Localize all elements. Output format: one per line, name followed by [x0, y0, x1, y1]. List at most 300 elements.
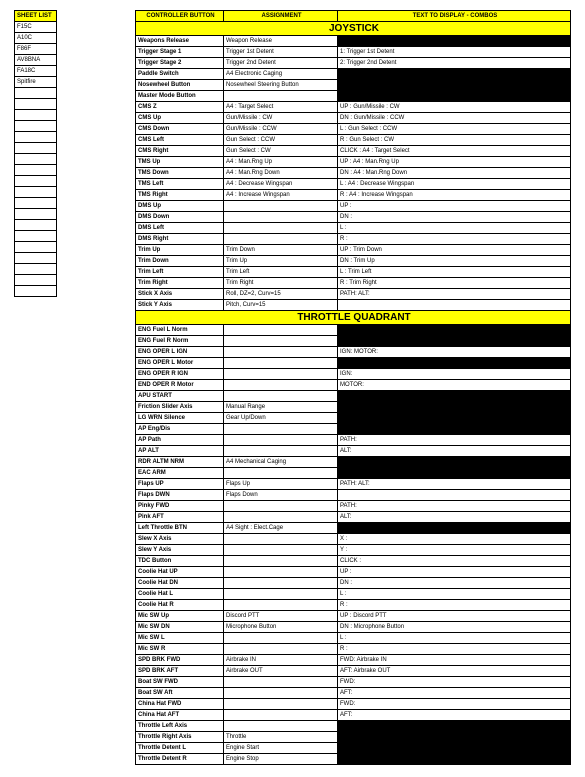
table-row	[136, 523, 571, 534]
assignment-cell: Pitch, Curv=15	[224, 300, 338, 311]
assignment-cell: Flaps Down	[224, 490, 338, 501]
assignment-cell: Microphone Button	[224, 622, 338, 633]
assignment-cell	[224, 600, 338, 611]
assignment-cell: Engine Stop	[224, 754, 338, 765]
display-text-cell: UP : Trim Down	[338, 245, 571, 256]
sheet-list-row[interactable]	[15, 132, 57, 143]
controller-button-cell: Coolie Hat R	[136, 600, 224, 611]
assignment-cell	[224, 710, 338, 721]
controller-button-cell: DMS Down	[136, 212, 224, 223]
sheet-list-item[interactable]: A10C	[15, 33, 57, 44]
table-row	[136, 325, 571, 336]
table-row	[136, 102, 571, 113]
sheet-list-item[interactable]	[15, 176, 57, 187]
table-row	[136, 402, 571, 413]
table-row	[136, 567, 571, 578]
table-row	[136, 358, 571, 369]
sheet-list-row[interactable]	[15, 110, 57, 121]
section-title: JOYSTICK	[136, 22, 571, 36]
sheet-list-item[interactable]	[15, 99, 57, 110]
display-text-cell: ALT:	[338, 446, 571, 457]
display-text-cell: AFT:	[338, 688, 571, 699]
table-row	[136, 633, 571, 644]
assignment-cell: Roll, DZ=2, Curv=15	[224, 289, 338, 300]
display-text-cell: UP : Discord PTT	[338, 611, 571, 622]
assignment-cell: Airbrake IN	[224, 655, 338, 666]
assignment-cell	[224, 435, 338, 446]
assignment-cell: A4 Electronic Caging	[224, 69, 338, 80]
controller-button-cell: Slew X Axis	[136, 534, 224, 545]
table-row	[136, 688, 571, 699]
assignment-cell	[224, 556, 338, 567]
table-row	[136, 80, 571, 91]
sheet-list-row[interactable]	[15, 99, 57, 110]
controller-button-cell: SPD BRK AFT	[136, 666, 224, 677]
sheet-list-row[interactable]	[15, 55, 57, 66]
table-row	[136, 556, 571, 567]
display-text-cell	[338, 732, 571, 743]
assignment-cell	[224, 699, 338, 710]
sheet-list-row[interactable]	[15, 187, 57, 198]
sheet-list-row[interactable]	[15, 77, 57, 88]
assignment-cell: Trigger 2nd Detent	[224, 58, 338, 69]
col-header-assignment: ASSIGNMENT	[224, 11, 338, 22]
display-text-cell	[338, 457, 571, 468]
assignment-cell: Trim Down	[224, 245, 338, 256]
assignment-cell	[224, 336, 338, 347]
display-text-cell: UP :	[338, 567, 571, 578]
sheet-list-row[interactable]	[15, 121, 57, 132]
controller-button-cell: ENG OPER R IGN	[136, 369, 224, 380]
controller-button-cell: DMS Left	[136, 223, 224, 234]
display-text-cell: PATH:	[338, 501, 571, 512]
controller-button-cell: Trim Left	[136, 267, 224, 278]
sheet-list-item[interactable]	[15, 165, 57, 176]
display-text-cell: DN : Microphone Button	[338, 622, 571, 633]
sheet-list-row[interactable]	[15, 220, 57, 231]
controller-button-cell: Pinky FWD	[136, 501, 224, 512]
table-row	[136, 611, 571, 622]
table-row	[136, 256, 571, 267]
assignment-cell	[224, 688, 338, 699]
table-row	[136, 534, 571, 545]
display-text-cell: ALT:	[338, 512, 571, 523]
assignment-cell: Gun Select : CCW	[224, 135, 338, 146]
sheet-list-item[interactable]	[15, 132, 57, 143]
controller-button-cell: Flaps DWN	[136, 490, 224, 501]
assignment-cell	[224, 644, 338, 655]
sheet-list-item[interactable]	[15, 110, 57, 121]
table-row	[136, 113, 571, 124]
controller-button-cell: Master Mode Button	[136, 91, 224, 102]
assignment-cell: Flaps Up	[224, 479, 338, 490]
assignment-cell: Gun/Missile : CW	[224, 113, 338, 124]
table-row	[136, 245, 571, 256]
sheet-list-item[interactable]	[15, 88, 57, 99]
sheet-list-row[interactable]	[15, 286, 57, 297]
assignment-cell	[224, 534, 338, 545]
display-text-cell	[338, 402, 571, 413]
sheet-list-item[interactable]	[15, 286, 57, 297]
table-row	[136, 754, 571, 765]
table-row	[136, 168, 571, 179]
assignment-cell: Trim Right	[224, 278, 338, 289]
assignment-cell: Gun/Missile : CCW	[224, 124, 338, 135]
sheet-list-row[interactable]	[15, 253, 57, 264]
sheet-list-item[interactable]: AV8BNA	[15, 55, 57, 66]
controller-button-cell: ENG OPER L IGN	[136, 347, 224, 358]
assignment-cell	[224, 325, 338, 336]
controller-button-cell: Coolie Hat L	[136, 589, 224, 600]
assignment-cell	[224, 380, 338, 391]
display-text-cell	[338, 468, 571, 479]
controller-button-cell: CMS Z	[136, 102, 224, 113]
controller-button-cell: TMS Right	[136, 190, 224, 201]
display-text-cell	[338, 523, 571, 534]
display-text-cell: R :	[338, 234, 571, 245]
controller-button-cell: Trim Right	[136, 278, 224, 289]
assignment-cell	[224, 201, 338, 212]
controller-button-cell: AP ALT	[136, 446, 224, 457]
assignment-cell	[224, 468, 338, 479]
display-text-cell: FWD: Airbrake IN	[338, 655, 571, 666]
assignment-cell	[224, 512, 338, 523]
display-text-cell: PATH:	[338, 435, 571, 446]
controller-button-cell: CMS Up	[136, 113, 224, 124]
assignment-cell: Nosewheel Steering Button	[224, 80, 338, 91]
table-row	[136, 179, 571, 190]
sheet-list-row[interactable]	[15, 154, 57, 165]
display-text-cell: DN : Gun/Missile : CCW	[338, 113, 571, 124]
display-text-cell: MOTOR:	[338, 380, 571, 391]
controller-button-cell: Boat SW FWD	[136, 677, 224, 688]
assignment-cell	[224, 446, 338, 457]
display-text-cell: IGN: MOTOR:	[338, 347, 571, 358]
display-text-cell	[338, 80, 571, 91]
controller-button-cell: Paddle Switch	[136, 69, 224, 80]
sheet-list-item[interactable]	[15, 242, 57, 253]
controller-button-cell: SPD BRK FWD	[136, 655, 224, 666]
table-row	[136, 644, 571, 655]
sheet-list-row[interactable]	[15, 242, 57, 253]
display-text-cell: X :	[338, 534, 571, 545]
col-header-text-to-display: TEXT TO DISPLAY - COMBOS	[338, 11, 571, 22]
display-text-cell	[338, 391, 571, 402]
sheet-list-row[interactable]	[15, 143, 57, 154]
table-row	[136, 212, 571, 223]
table-row	[136, 468, 571, 479]
sheet-list-item[interactable]	[15, 209, 57, 220]
assignment-cell	[224, 369, 338, 380]
table-row	[136, 589, 571, 600]
assignment-cell: Engine Start	[224, 743, 338, 754]
assignment-cell: A4 : Man.Rng Up	[224, 157, 338, 168]
display-text-cell: IGN:	[338, 369, 571, 380]
display-text-cell: UP : Gun/Missile : CW	[338, 102, 571, 113]
display-text-cell	[338, 721, 571, 732]
sheet-list-row[interactable]	[15, 231, 57, 242]
sheet-list-item[interactable]	[15, 275, 57, 286]
controller-button-cell: CMS Left	[136, 135, 224, 146]
display-text-cell: UP : A4 : Man.Rng Up	[338, 157, 571, 168]
controller-button-cell: Friction Slider Axis	[136, 402, 224, 413]
table-row	[136, 490, 571, 501]
table-row	[136, 677, 571, 688]
display-text-cell: L : Trim Left	[338, 267, 571, 278]
controller-button-cell: EAC ARM	[136, 468, 224, 479]
table-row	[136, 622, 571, 633]
table-row	[136, 336, 571, 347]
controller-button-cell: DMS Up	[136, 201, 224, 212]
table-header-row	[136, 11, 571, 22]
assignment-cell	[224, 234, 338, 245]
table-row	[136, 435, 571, 446]
assignment-cell: Airbrake OUT	[224, 666, 338, 677]
controller-button-cell: Pink AFT	[136, 512, 224, 523]
sheet-list-row[interactable]	[15, 165, 57, 176]
display-text-cell: R : Gun Select : CW	[338, 135, 571, 146]
assignment-cell: Trigger 1st Detent	[224, 47, 338, 58]
sheet-list-item[interactable]	[15, 264, 57, 275]
sheet-list-item[interactable]: F15C	[15, 22, 57, 33]
display-text-cell: R : Trim Right	[338, 278, 571, 289]
controller-button-cell: Stick Y Axis	[136, 300, 224, 311]
sheet-list-row[interactable]	[15, 33, 57, 44]
sheet-list-row[interactable]	[15, 209, 57, 220]
controller-button-cell: China Hat AFT	[136, 710, 224, 721]
controller-button-cell: ENG Fuel L Norm	[136, 325, 224, 336]
table-row	[136, 69, 571, 80]
display-text-cell: FWD:	[338, 677, 571, 688]
assignment-cell	[224, 347, 338, 358]
controller-button-cell: TMS Down	[136, 168, 224, 179]
display-text-cell	[338, 300, 571, 311]
controller-button-cell: Coolie Hat UP	[136, 567, 224, 578]
display-text-cell: R :	[338, 644, 571, 655]
display-text-cell: R :	[338, 600, 571, 611]
assignment-cell	[224, 567, 338, 578]
display-text-cell: 2: Trigger 2nd Detent	[338, 58, 571, 69]
table-row	[136, 424, 571, 435]
table-row	[136, 457, 571, 468]
display-text-cell: DN : Trim Up	[338, 256, 571, 267]
display-text-cell: L :	[338, 589, 571, 600]
sheet-list-item[interactable]	[15, 143, 57, 154]
display-text-cell: L : A4 : Decrease Wingspan	[338, 179, 571, 190]
table-row	[136, 58, 571, 69]
assignment-cell: Trim Up	[224, 256, 338, 267]
table-row	[136, 600, 571, 611]
display-text-cell	[338, 413, 571, 424]
table-row	[136, 743, 571, 754]
controller-button-cell: CMS Down	[136, 124, 224, 135]
table-row	[136, 47, 571, 58]
controller-button-cell: Throttle Detent L	[136, 743, 224, 754]
table-row	[136, 479, 571, 490]
controller-button-cell: APU START	[136, 391, 224, 402]
sheet-list-item[interactable]	[15, 121, 57, 132]
table-row	[136, 91, 571, 102]
controller-button-cell: CMS Right	[136, 146, 224, 157]
display-text-cell	[338, 743, 571, 754]
controller-button-cell: Throttle Detent R	[136, 754, 224, 765]
sheet-list-item[interactable]	[15, 198, 57, 209]
assignment-cell	[224, 358, 338, 369]
controller-button-cell: China Hat FWD	[136, 699, 224, 710]
assignment-cell: Gear Up/Down	[224, 413, 338, 424]
controller-button-cell: Nosewheel Button	[136, 80, 224, 91]
controller-button-cell: Weapons Release	[136, 36, 224, 47]
controller-button-cell: Mic SW L	[136, 633, 224, 644]
display-text-cell: DN : A4 : Man.Rng Down	[338, 168, 571, 179]
display-text-cell	[338, 424, 571, 435]
controller-button-cell: Stick X Axis	[136, 289, 224, 300]
sheet-list-item[interactable]: F86F	[15, 44, 57, 55]
display-text-cell	[338, 336, 571, 347]
sheet-list-row[interactable]	[15, 264, 57, 275]
controller-button-cell: TMS Left	[136, 179, 224, 190]
controller-button-cell: ENG OPER L Motor	[136, 358, 224, 369]
controller-button-cell: Mic SW Up	[136, 611, 224, 622]
controller-button-cell: Mic SW R	[136, 644, 224, 655]
section-title: THROTTLE QUADRANT	[136, 311, 571, 325]
table-row	[136, 501, 571, 512]
display-text-cell: R : A4 : Increase Wingspan	[338, 190, 571, 201]
display-text-cell	[338, 36, 571, 47]
controller-button-cell: Flaps UP	[136, 479, 224, 490]
assignment-cell: Trim Left	[224, 267, 338, 278]
assignment-cell: A4 : Man.Rng Down	[224, 168, 338, 179]
sheet-list-row[interactable]	[15, 44, 57, 55]
sheet-list-item[interactable]	[15, 154, 57, 165]
controller-button-cell: AP Path	[136, 435, 224, 446]
sheet-list-item[interactable]	[15, 231, 57, 242]
sheet-list-item[interactable]	[15, 187, 57, 198]
sheet-list-row[interactable]	[15, 22, 57, 33]
display-text-cell: PATH: ALT:	[338, 289, 571, 300]
table-row	[136, 289, 571, 300]
col-header-controller-button: CONTROLLER BUTTON	[136, 11, 224, 22]
table-row	[136, 300, 571, 311]
sheet-list-item[interactable]: Spitfire	[15, 77, 57, 88]
assignment-cell	[224, 91, 338, 102]
table-row	[136, 135, 571, 146]
table-row	[136, 380, 571, 391]
sheet-list-item[interactable]	[15, 220, 57, 231]
assignment-cell: Gun Select : CW	[224, 146, 338, 157]
table-row	[136, 413, 571, 424]
controller-button-cell: ENG Fuel R Norm	[136, 336, 224, 347]
section-title-row	[136, 22, 571, 36]
table-row	[136, 157, 571, 168]
assignment-cell: A4 : Decrease Wingspan	[224, 179, 338, 190]
assignment-cell: A4 : Increase Wingspan	[224, 190, 338, 201]
display-text-cell: FWD:	[338, 699, 571, 710]
display-text-cell	[338, 754, 571, 765]
sheet-list-header: SHEET LIST	[15, 11, 57, 22]
table-row	[136, 223, 571, 234]
controller-button-cell: Throttle Left Axis	[136, 721, 224, 732]
table-row	[136, 347, 571, 358]
controller-button-cell: RDR ALTM NRM	[136, 457, 224, 468]
table-row	[136, 710, 571, 721]
table-row	[136, 721, 571, 732]
display-text-cell: CLICK :	[338, 556, 571, 567]
display-text-cell: L :	[338, 223, 571, 234]
table-row	[136, 699, 571, 710]
sheet-list-row[interactable]	[15, 88, 57, 99]
table-row	[136, 146, 571, 157]
controller-button-cell: Throttle Right Axis	[136, 732, 224, 743]
controller-button-cell: Trim Down	[136, 256, 224, 267]
sheet-list-row[interactable]	[15, 198, 57, 209]
table-row	[136, 512, 571, 523]
display-text-cell: Y :	[338, 545, 571, 556]
sheet-list	[14, 10, 57, 297]
section-title-row	[136, 311, 571, 325]
table-row	[136, 36, 571, 47]
sheet-list-row[interactable]	[15, 275, 57, 286]
controller-button-cell: Coolie Hat DN	[136, 578, 224, 589]
display-text-cell: UP :	[338, 201, 571, 212]
table-row	[136, 234, 571, 245]
controller-button-cell: DMS Right	[136, 234, 224, 245]
controller-button-cell: TDC Button	[136, 556, 224, 567]
display-text-cell: AFT: Airbrake OUT	[338, 666, 571, 677]
table-row	[136, 545, 571, 556]
controller-button-cell: Trigger Stage 2	[136, 58, 224, 69]
sheet-list-row[interactable]	[15, 66, 57, 77]
sheet-list-item[interactable]	[15, 253, 57, 264]
table-row	[136, 201, 571, 212]
table-row	[136, 578, 571, 589]
assignment-cell: Discord PTT	[224, 611, 338, 622]
assignment-cell: Weapon Release	[224, 36, 338, 47]
controller-button-cell: Trim Up	[136, 245, 224, 256]
display-text-cell: DN :	[338, 212, 571, 223]
controller-button-cell: Left Throttle BTN	[136, 523, 224, 534]
assignment-cell	[224, 223, 338, 234]
assignment-cell	[224, 424, 338, 435]
assignment-cell: A4 Sight : Elect.Cage	[224, 523, 338, 534]
controller-button-cell: Slew Y Axis	[136, 545, 224, 556]
assignment-cell: A4 : Target Select	[224, 102, 338, 113]
assignment-cell	[224, 589, 338, 600]
table-row	[136, 732, 571, 743]
display-text-cell: CLICK : A4 : Target Select	[338, 146, 571, 157]
controller-button-cell: Trigger Stage 1	[136, 47, 224, 58]
controller-assignment-table	[135, 10, 571, 765]
display-text-cell	[338, 91, 571, 102]
sheet-list-row[interactable]	[15, 176, 57, 187]
display-text-cell: AFT:	[338, 710, 571, 721]
sheet-list-item[interactable]: FA18C	[15, 66, 57, 77]
assignment-cell	[224, 633, 338, 644]
display-text-cell: L : Gun Select : CCW	[338, 124, 571, 135]
display-text-cell: 1: Trigger 1st Detent	[338, 47, 571, 58]
assignment-cell: Throttle	[224, 732, 338, 743]
table-row	[136, 124, 571, 135]
display-text-cell	[338, 358, 571, 369]
display-text-cell: DN :	[338, 578, 571, 589]
assignment-cell: Manual Range	[224, 402, 338, 413]
assignment-cell	[224, 545, 338, 556]
controller-button-cell: TMS Up	[136, 157, 224, 168]
assignment-cell	[224, 212, 338, 223]
controller-button-cell: Mic SW DN	[136, 622, 224, 633]
table-row	[136, 278, 571, 289]
table-row	[136, 666, 571, 677]
